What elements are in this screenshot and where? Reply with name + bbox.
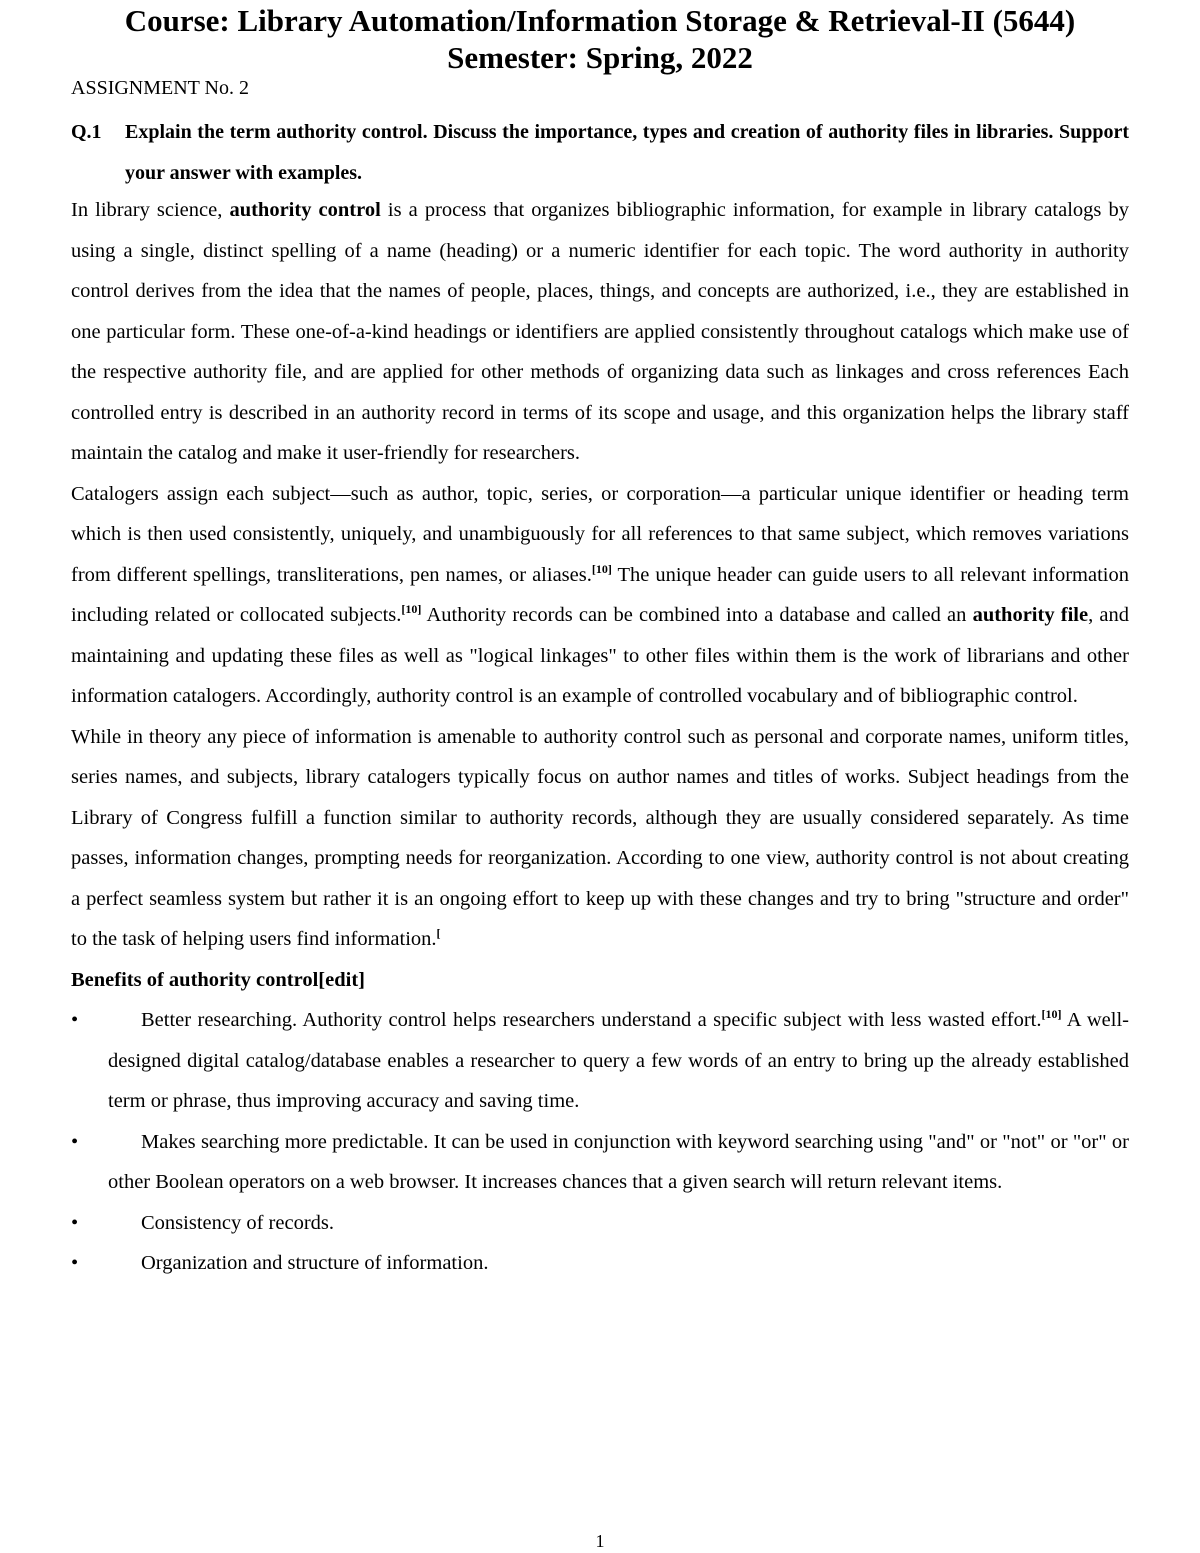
- bullet-icon: •: [71, 1252, 79, 1274]
- paragraph-text: Authority records can be combined into a database and called an: [421, 604, 973, 626]
- bullet-icon: •: [71, 1211, 79, 1234]
- paragraph-text: Catalogers assign each subject—such as author, topic, series, or corporation—a particular unique identifier or heading term which is then used consistently, uniquely, and unambiguously for all references to that same subject, which removes variations from different spellings, transliterations, pen names, or aliases.: [71, 482, 1129, 586]
- page-number: 1: [595, 1531, 605, 1551]
- semester-title: Semester: Spring, 2022: [447, 40, 753, 75]
- list-item: [71, 1000, 1129, 1122]
- list-item-text: A well-designed digital catalog/database enables a researcher to query a few words of an entry to bring up the already established term or phrase, thus improving accuracy and saving time.: [108, 1009, 1129, 1112]
- paragraph-text: is a process that organizes bibliographic information, for example in library catalogs by using a single, distinct spelling of a name (heading) or a numeric identifier for each topic. The word authority in authority control derives from the idea that the names of people, places, things, and concepts are authorized, i.e., they are established in one particular form. These one-of-a-kind headings or identifiers are applied consistently throughout catalogs which make use of the respective authority file, and are applied for other methods of organizing data such as linkages and cross references Each controlled entry is described in an authority record in terms of its scope and usage, and this organization helps the library staff maintain the catalog and make it user-friendly for researchers.: [71, 199, 1129, 464]
- term-authority-file: authority file: [972, 604, 1089, 626]
- benefits-list: [71, 1000, 1129, 1284]
- list-item: [71, 1122, 1129, 1203]
- list-item-text: Better researching. Authority control helps researchers understand a specific subject with less wasted effort.: [141, 1009, 1042, 1031]
- citation-ref: [10]: [401, 602, 422, 616]
- question-number: Q.1: [71, 121, 102, 143]
- list-item-text: Makes searching more predictable. It can be used in conjunction with keyword searching using "and" or "not" or "or" or other Boolean operators on a web browser. It increases chances that a given search will return relevant items.: [108, 1130, 1129, 1193]
- citation-ref: [10]: [1041, 1007, 1062, 1021]
- paragraph-3: [71, 717, 1129, 960]
- paragraph-1: [71, 190, 1129, 474]
- section-heading: Benefits of authority control[edit]: [71, 968, 365, 991]
- paragraph-text: In library science,: [71, 199, 230, 221]
- assignment-label: ASSIGNMENT No. 2: [71, 77, 249, 99]
- paragraph-2: [71, 474, 1129, 717]
- question-block: [71, 112, 1129, 193]
- answer-body: [71, 190, 1129, 1284]
- citation-ref: [10]: [591, 561, 612, 576]
- question-text: Explain the term authority control. Discuss the importance, types and creation of authority files in libraries. Support your answer with examples.: [125, 121, 1129, 184]
- citation-ref: [: [436, 926, 441, 940]
- course-title: Course: Library Automation/Information Storage & Retrieval-II (5644): [124, 3, 1076, 38]
- paragraph-text: The unique header can guide users to all relevant information including related or collocated subjects.: [71, 563, 1129, 626]
- bullet-icon: •: [71, 1009, 79, 1031]
- term-authority-control: authority control: [229, 199, 381, 221]
- list-item: [71, 1203, 1129, 1244]
- paragraph-text: , and maintaining and updating these files as well as "logical linkages" to other files within them is the work of librarians and other information catalogers. Accordingly, authority control is an example of controlled vocabulary and of bibliographic control.: [71, 604, 1129, 707]
- list-item-text: Consistency of records.: [141, 1211, 334, 1234]
- paragraph-text: While in theory any piece of information is amenable to authority control such as personal and corporate names, uniform titles, series names, and subjects, library catalogers typically focus on author names and titles of works. Subject headings from the Library of Congress fulfill a function similar to authority records, although they are usually considered separately. As time passes, information changes, prompting needs for reorganization. According to one view, authority control is not about creating a perfect seamless system but rather it is an ongoing effort to keep up with these changes and try to bring "structure and order" to the task of helping users find information.: [71, 725, 1129, 950]
- list-item-text: Organization and structure of information.: [141, 1252, 489, 1274]
- bullet-icon: •: [71, 1130, 79, 1153]
- list-item: [71, 1243, 1129, 1284]
